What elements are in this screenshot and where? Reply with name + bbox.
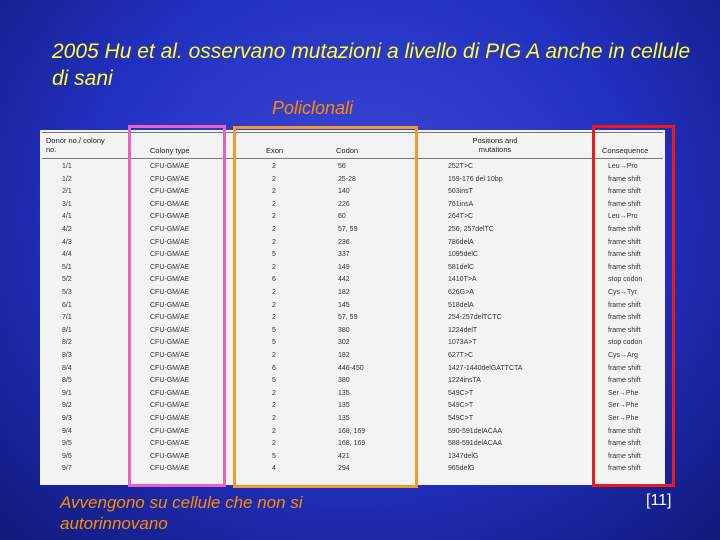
colony-type-cell: CFU-GM/AE [150, 200, 190, 208]
donor-cell: 7/1 [62, 314, 72, 322]
codon-cell: 135 [338, 415, 350, 422]
consequence-cell: frame shift [608, 465, 641, 473]
consequence-cell: frame shift [608, 364, 641, 372]
exon-cell: 2 [272, 238, 276, 246]
mutation-cell: 761insA [448, 200, 474, 208]
mutation-cell: 588-591delACAA [448, 440, 503, 448]
donor-cell: 9/4 [62, 427, 72, 435]
exon-cell: 2 [272, 200, 276, 208]
exon-cell: 2 [272, 389, 276, 397]
consequence-cell: Cys→Tyr [608, 289, 637, 296]
exon-cell: 5 [272, 326, 276, 334]
donor-cell: 6/1 [62, 301, 72, 309]
mutation-cell: 159-176 del 10bp [448, 175, 503, 183]
mutation-cell: 1224insTA [448, 377, 481, 385]
consequence-cell: frame shift [608, 427, 641, 435]
codon-cell: 442 [338, 276, 350, 284]
mutation-cell: 786delA [448, 238, 474, 246]
codon-cell: 302 [338, 339, 350, 347]
exon-cell: 5 [272, 339, 276, 347]
codon-cell: 182 [338, 352, 350, 359]
donor-cell: 4/1 [62, 213, 72, 221]
mutation-cell: 1427-1440delGATTCTA [448, 364, 523, 372]
consequence-cell: frame shift [608, 200, 641, 208]
donor-cell: 1/1 [62, 163, 72, 170]
colony-type-cell: CFU-GM/AE [150, 389, 190, 397]
mutation-cell: 1347delG [448, 452, 479, 460]
reference-number: [11] [646, 492, 672, 509]
codon-cell: 421 [338, 452, 350, 460]
exon-cell: 2 [272, 440, 276, 448]
donor-cell: 2/1 [62, 188, 72, 196]
donor-cell: 9/1 [62, 389, 72, 397]
codon-cell: 294 [338, 465, 350, 473]
donor-cell: 1/2 [62, 175, 72, 183]
consequence-cell: stop codon [608, 339, 643, 347]
donor-cell: 8/5 [62, 377, 72, 385]
exon-cell: 2 [272, 226, 276, 233]
colony-type-cell: CFU-GM/AE [150, 364, 190, 372]
consequence-cell: frame shift [608, 238, 641, 246]
colony-type-cell: CFU-GM/AE [150, 263, 190, 271]
codon-cell: 56 [338, 163, 346, 170]
mutation-cell: 256, 257delTC [448, 226, 494, 233]
colony-type-cell: CFU-GM/AE [150, 314, 190, 322]
donor-cell: 5/3 [62, 289, 72, 296]
header-exon: Exon [266, 146, 284, 155]
consequence-cell: frame shift [608, 440, 641, 448]
exon-cell: 4 [272, 465, 276, 473]
donor-cell: 8/2 [62, 339, 72, 347]
colony-type-cell: CFU-GM/AE [150, 175, 190, 183]
codon-cell: 168, 169 [338, 427, 366, 435]
consequence-cell: frame shift [608, 188, 641, 196]
codon-cell: 380 [338, 377, 350, 385]
colony-type-cell: CFU-GM/AE [150, 427, 190, 435]
colony-type-cell: CFU-GM/AE [150, 251, 190, 259]
exon-cell: 2 [272, 263, 276, 271]
donor-cell: 4/2 [62, 226, 72, 233]
colony-type-cell: CFU-GM/AE [150, 226, 190, 233]
colony-type-cell: CFU-GM/AE [150, 163, 190, 170]
consequence-cell: frame shift [608, 226, 641, 233]
consequence-cell: Ser→Phe [608, 389, 639, 397]
codon-cell: 182 [338, 289, 350, 296]
colony-type-cell: CFU-GM/AE [150, 377, 190, 385]
exon-cell: 2 [272, 352, 276, 359]
header-consequence: Consequence [602, 146, 649, 155]
mutation-cell: 965delG [448, 465, 475, 473]
exon-cell: 5 [272, 452, 276, 460]
mutation-cell: 518delA [448, 301, 474, 309]
codon-cell: 380 [338, 326, 350, 334]
slide-subtitle: Policlonali [272, 98, 354, 118]
consequence-cell: frame shift [608, 175, 641, 183]
donor-cell: 3/1 [62, 200, 72, 208]
consequence-cell: stop codon [608, 276, 643, 284]
mutation-cell: 549C>T [448, 415, 474, 422]
codon-cell: 57, 59 [338, 226, 358, 233]
colony-type-cell: CFU-GM/AE [150, 289, 190, 296]
consequence-cell: Cys→Arg [608, 352, 638, 359]
colony-type-cell: CFU-GM/AE [150, 301, 190, 309]
mutation-cell: 1073A>T [448, 339, 477, 347]
colony-type-cell: CFU-GM/AE [150, 213, 190, 221]
donor-cell: 9/6 [62, 452, 72, 460]
exon-cell: 5 [272, 377, 276, 385]
header-positions: Positions and mutations [472, 136, 518, 154]
consequence-cell: frame shift [608, 377, 641, 385]
donor-cell: 9/2 [62, 402, 72, 410]
consequence-cell: frame shift [608, 263, 641, 271]
exon-codon-highlight-box [233, 126, 418, 488]
codon-cell: 337 [338, 251, 350, 259]
colony-type-cell: CFU-GM/AE [150, 352, 190, 359]
donor-cell: 8/3 [62, 352, 72, 359]
consequence-cell: frame shift [608, 251, 641, 259]
consequence-cell: Ser→Phe [608, 415, 639, 422]
codon-cell: 446-450 [338, 364, 364, 372]
donor-cell: 9/5 [62, 440, 72, 448]
colony-type-cell: CFU-GM/AE [150, 188, 190, 196]
codon-cell: 236 [338, 238, 350, 246]
mutation-cell: 581delC [448, 263, 475, 271]
mutation-cell: 252T>C [448, 163, 474, 170]
colony-type-cell: CFU-GM/AE [150, 402, 190, 410]
donor-cell: 5/2 [62, 276, 72, 284]
exon-cell: 2 [272, 314, 276, 322]
mutation-cell: 254-257delTCTC [448, 314, 502, 322]
exon-cell: 2 [272, 213, 276, 221]
donor-cell: 5/1 [62, 263, 72, 271]
mutation-cell: 1410T>A [448, 276, 477, 284]
exon-cell: 2 [272, 301, 276, 309]
header-codon: Codon [336, 146, 359, 155]
consequence-cell: Ser→Phe [608, 402, 639, 410]
exon-cell: 2 [272, 289, 276, 296]
exon-cell: 2 [272, 402, 276, 410]
colony-type-cell: CFU-GM/AE [150, 452, 190, 460]
exon-cell: 6 [272, 364, 276, 372]
colony-type-cell: CFU-GM/AE [150, 326, 190, 334]
mutation-cell: 1224delT [448, 326, 478, 334]
consequence-highlight-box [592, 125, 675, 487]
donor-cell: 4/4 [62, 251, 72, 259]
codon-cell: 140 [338, 188, 350, 196]
codon-cell: 168, 169 [338, 440, 366, 448]
codon-cell: 57, 59 [338, 314, 358, 322]
footer-note: Avvengono su cellule che non si autorinnovano [60, 493, 303, 533]
codon-cell: 145 [338, 301, 350, 309]
mutation-cell: 549C>T [448, 402, 474, 410]
consequence-cell: frame shift [608, 326, 641, 334]
colony-type-cell: CFU-GM/AE [150, 238, 190, 246]
colony-type-cell: CFU-GM/AE [150, 339, 190, 347]
mutation-cell: 627T>C [448, 352, 474, 359]
header-colony-type: Colony type [150, 146, 190, 155]
mutation-cell: 590-591delACAA [448, 427, 503, 435]
codon-cell: 25-28 [338, 175, 356, 183]
donor-cell: 9/3 [62, 415, 72, 422]
mutation-cell: 503insT [448, 188, 473, 196]
consequence-cell: Leu→Pro [608, 163, 638, 170]
exon-cell: 5 [272, 251, 276, 259]
header-donor: Donor no./ colony no. [46, 136, 105, 154]
donor-cell: 4/3 [62, 238, 72, 246]
consequence-cell: frame shift [608, 301, 641, 309]
mutation-cell: 626G>A [448, 289, 474, 296]
exon-cell: 2 [272, 163, 276, 170]
colony-type-cell: CFU-GM/AE [150, 276, 190, 284]
colony-type-cell: CFU-GM/AE [150, 415, 190, 422]
exon-cell: 2 [272, 415, 276, 422]
donor-cell: 8/4 [62, 364, 72, 372]
mutation-cell: 549C>T [448, 389, 474, 397]
codon-cell: 135 [338, 402, 350, 410]
consequence-cell: frame shift [608, 314, 641, 322]
exon-cell: 2 [272, 175, 276, 183]
slide-title: 2005 Hu et al. osservano mutazioni a livello di PIG A anche in cellule di sani [52, 40, 691, 90]
colony-type-highlight-box [128, 125, 226, 487]
codon-cell: 149 [338, 263, 350, 271]
consequence-cell: Leu→Pro [608, 213, 638, 221]
consequence-cell: frame shift [608, 452, 641, 460]
exon-cell: 2 [272, 188, 276, 196]
colony-type-cell: CFU-GM/AE [150, 465, 190, 473]
codon-cell: 60 [338, 213, 346, 221]
exon-cell: 6 [272, 276, 276, 284]
mutation-cell: 264T>C [448, 213, 474, 221]
exon-cell: 2 [272, 427, 276, 435]
donor-cell: 8/1 [62, 326, 72, 334]
codon-cell: 135 [338, 389, 350, 397]
donor-cell: 9/7 [62, 465, 72, 473]
colony-type-cell: CFU-GM/AE [150, 440, 190, 448]
mutation-cell: 1095delC [448, 251, 478, 259]
codon-cell: 226 [338, 200, 350, 208]
